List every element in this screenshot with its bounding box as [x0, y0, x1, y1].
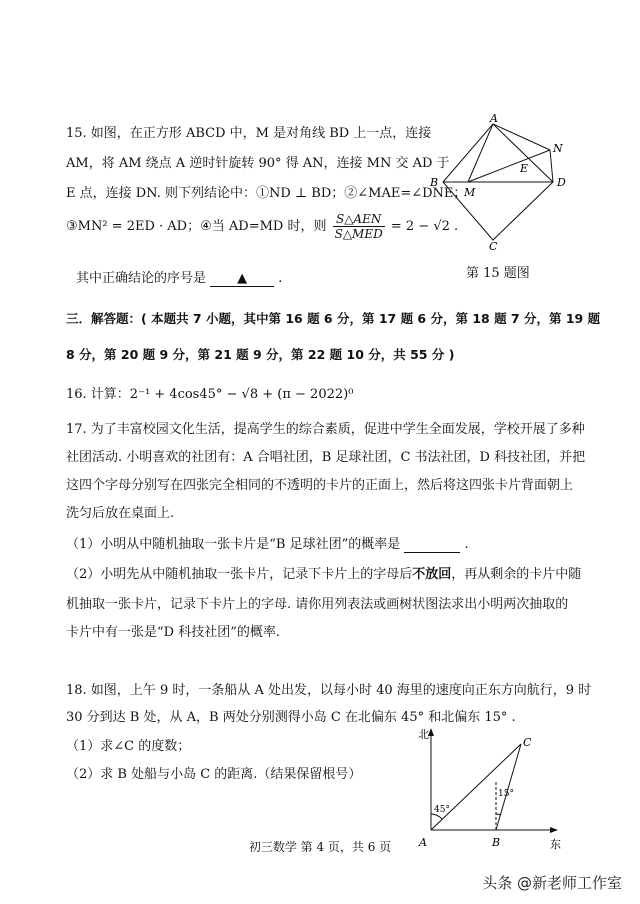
- q18-figure: [410, 722, 570, 852]
- q17-line1: 17. 为了丰富校园文化生活，提高学生的综合素质，促进中学生全面发展，学校开展了多种: [66, 422, 585, 437]
- q15-figure: [420, 112, 580, 252]
- q15-label-c: C: [489, 240, 498, 252]
- q15-line3: E 点，连接 DN. 则下列结论中：①ND ⊥ BD；②∠MAE=∠DNE；: [66, 186, 467, 201]
- q15-answer-end: .: [278, 271, 283, 286]
- q17-sub2-bold: 不放回: [412, 567, 452, 582]
- q15-line2: AM，将 AM 绕点 A 逆时针旋转 90° 得 AN，连接 MN 交 AD 于: [66, 156, 450, 171]
- q17-sub2-b: ，再从剩余的卡片中随: [451, 567, 582, 582]
- q18-sub1: （1）求∠C 的度数；: [66, 739, 191, 754]
- q15-label-b: B: [430, 176, 439, 189]
- q15-label-m: M: [464, 186, 476, 199]
- q17-line2: 社团活动. 小明喜欢的社团有：A 合唱社团，B 足球社团，C 书法社团，D 科技社团，并把: [66, 450, 586, 465]
- q15-caption: 第 15 题图: [466, 266, 530, 281]
- q15-line4: [66, 212, 458, 241]
- q15-fraction-numerator: S△AEN: [333, 212, 385, 227]
- q17-sub1-end: .: [464, 537, 469, 552]
- q18-label-a: A: [419, 836, 427, 849]
- q18-line1: 18. 如图，上午 9 时，一条船从 A 处出发，以每小时 40 海里的速度向正东方向航行，9 时: [66, 683, 592, 698]
- q15-fraction-denominator: S△MED: [334, 227, 383, 241]
- q17-sub2-line3: 卡片中有一张是“D 科技社团”的概率.: [66, 625, 280, 640]
- q15-line1: 15. 如图，在正方形 ABCD 中，M 是对角线 BD 上一点，连接: [66, 126, 432, 141]
- q15-answer-prompt: 其中正确结论的序号是: [76, 271, 207, 286]
- q17-sub1-text: （1）小明从中随机抽取一张卡片是“B 足球社团”的概率是: [66, 537, 401, 552]
- q15-line4-a: ③MN² = 2ED · AD；④当 AD=MD 时，则: [66, 219, 327, 234]
- q15-label-d: D: [557, 176, 566, 189]
- q17-sub2-line2: 机抽取一张卡片，记录下卡片上的字母. 请你用列表法或画树状图法求出小明两次抽取的: [66, 597, 569, 612]
- section3-heading-line1: 三．解答题：( 本题共 7 小题，其中第 16 题 6 分，第 17 题 6 分，第 18 题 7 分，第 19 题: [66, 311, 601, 326]
- q15-line4-b: = 2 − √2 .: [390, 219, 459, 234]
- q18-label-c: C: [523, 736, 532, 749]
- q18-angle-45: 45°: [434, 805, 450, 815]
- q17-sub1-blank: [404, 537, 460, 553]
- q18-line2: 30 分到达 B 处，从 A，B 两处分别测得小岛 C 在北偏东 45° 和北偏东 15° .: [66, 710, 516, 725]
- page-footer: 初三数学 第 4 页，共 6 页: [248, 840, 392, 854]
- q15-line5: [76, 267, 282, 287]
- watermark: 头条 @新老师工作室: [482, 874, 622, 892]
- q17-sub2-line1: [66, 563, 581, 582]
- q17-line3: 这四个字母分别写在四张完全相同的不透明的卡片的正面上，然后将这四张卡片背面朝上: [66, 478, 574, 493]
- q18-sub2: （2）求 B 处船与小岛 C 的距离.（结果保留根号）: [66, 767, 362, 782]
- q16-text: 16. 计算：2⁻¹ + 4cos45° − √8 + (π − 2022)⁰: [66, 387, 354, 402]
- q17-line4: 洗匀后放在桌面上.: [66, 506, 175, 521]
- q15-label-a: A: [490, 112, 498, 125]
- q18-label-north: 北: [418, 728, 429, 741]
- section3-heading-line2: 8 分，第 20 题 9 分，第 21 题 9 分，第 22 题 10 分，共 55 分 ): [66, 347, 455, 362]
- q15-label-e: E: [520, 162, 529, 175]
- q15-answer-mark: ▲: [237, 271, 248, 286]
- q17-sub1: [66, 533, 469, 553]
- q15-fraction: [333, 212, 385, 241]
- q18-angle-15: 15°: [498, 789, 514, 799]
- q15-answer-blank: [210, 271, 274, 287]
- q18-label-b: B: [492, 836, 501, 849]
- q15-label-n: N: [553, 142, 563, 155]
- q17-sub2-a: （2）小明先从中随机抽取一张卡片，记录下卡片上的字母后: [66, 567, 413, 582]
- q18-label-east: 东: [550, 838, 561, 851]
